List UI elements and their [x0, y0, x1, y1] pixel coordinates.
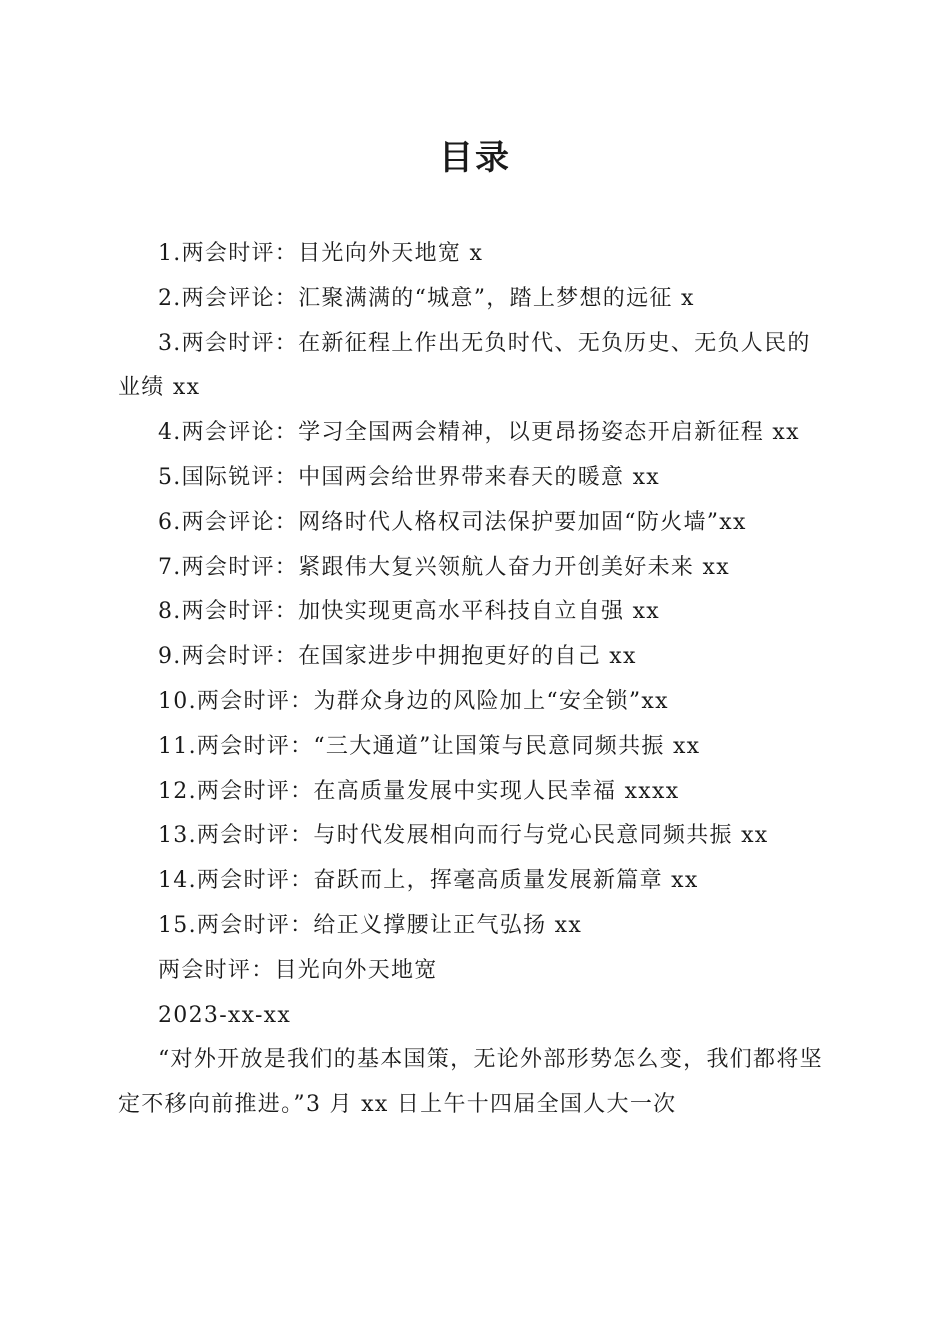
page-title: 目录 — [439, 138, 511, 178]
toc-item-7: 7.两会时评：紧跟伟大复兴领航人奋力开创美好未来 xx — [158, 554, 730, 580]
toc-item-15: 15.两会时评：给正义撑腰让正气弘扬 xx — [158, 912, 583, 938]
article-paragraph: “对外开放是我们的基本国策，无论外部形势怎么变，我们都将坚定不移向前推进。”3 月 xx 日上午十四届全国人大一次 — [118, 1047, 823, 1118]
toc-item-6: 6.两会评论：网络时代人格权司法保护要加固“防火墙”xx — [158, 509, 747, 535]
toc-item-2: 2.两会评论：汇聚满满的“城意”，踏上梦想的远征 x — [158, 285, 695, 311]
toc-item-13: 13.两会时评：与时代发展相向而行与党心民意同频共振 xx — [158, 823, 769, 849]
toc-item-4: 4.两会评论：学习全国两会精神，以更昂扬姿态开启新征程 xx — [158, 420, 800, 446]
toc-item-8: 8.两会时评：加快实现更高水平科技自立自强 xx — [158, 599, 660, 625]
toc-item-9: 9.两会时评：在国家进步中拥抱更好的自己 xx — [158, 644, 637, 670]
toc-item-3: 3.两会时评：在新征程上作出无负时代、无负历史、无负人民的业绩 xx — [118, 330, 811, 401]
document-body — [118, 232, 830, 1128]
toc-item-10: 10.两会时评：为群众身边的风险加上“安全锁”xx — [158, 688, 669, 714]
article-heading: 两会时评：目光向外天地宽 — [158, 957, 438, 983]
article-date: 2023-xx-xx — [158, 1002, 292, 1028]
toc-item-12: 12.两会时评：在高质量发展中实现人民幸福 xxxx — [158, 778, 680, 804]
toc-item-1: 1.两会时评：目光向外天地宽 x — [158, 241, 484, 266]
toc-item-14: 14.两会时评：奋跃而上，挥毫高质量发展新篇章 xx — [158, 868, 699, 894]
toc-item-5: 5.国际锐评：中国两会给世界带来春天的暖意 xx — [158, 464, 660, 490]
toc-item-11: 11.两会时评：“三大通道”让国策与民意同频共振 xx — [158, 733, 701, 759]
